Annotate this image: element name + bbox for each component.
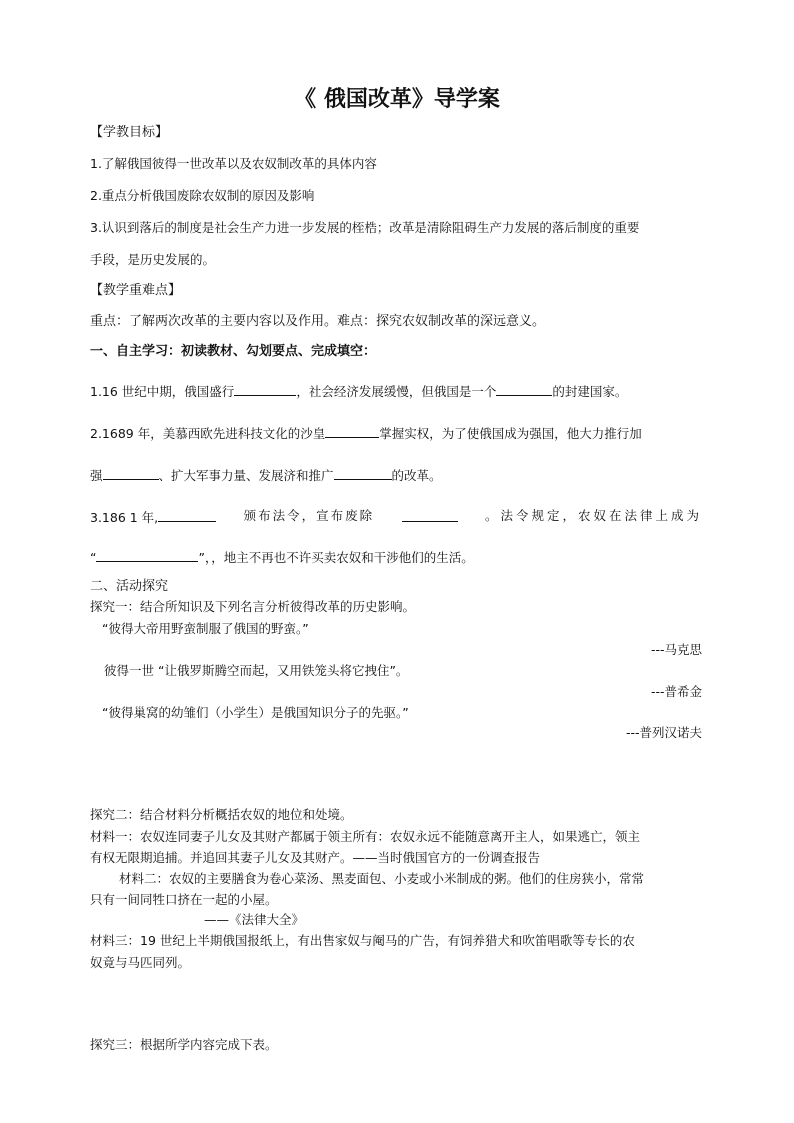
question-2-part-e: 的改革。 [391, 468, 442, 483]
answer-blank[interactable] [96, 547, 198, 562]
focus-heading: 【教学重难点】 [90, 283, 182, 298]
material-3-line-1: 材料三：19 世纪上半期俄国报纸上，有出售家奴与阉马的广告，有饲养猎犬和吹笛唱歌等专长的农 [90, 933, 635, 948]
goal-1: 1.了解俄国彼得一世改革以及农奴制改革的具体内容 [90, 156, 377, 171]
question-1 [90, 381, 710, 401]
inquiry-2: 探究二：结合材料分析概括农奴的地位和处境。 [90, 807, 353, 822]
question-2-line-2 [90, 465, 710, 485]
question-2-part-d: 、扩大军事力量、发展济和推广 [158, 468, 334, 483]
answer-blank[interactable] [496, 381, 552, 396]
goal-3-line-2: 手段，是历史发展的。 [90, 252, 216, 267]
quote-2-author: ---普希金 [650, 684, 702, 699]
question-1-part-a: 1.16 世纪中期，俄国盛行 [90, 384, 235, 399]
goals-heading: 【学教目标】 [90, 125, 169, 140]
question-2-part-a: 2.1689 年，美慕西欧先进科技文化的沙皇 [90, 426, 326, 441]
answer-blank[interactable] [103, 465, 159, 480]
page-title: 《 俄国改革》导学案 [294, 86, 500, 112]
answer-blank[interactable] [402, 507, 458, 522]
material-1-line-2: 有权无限期追捕。并追回其妻子儿女及其财产。——当时俄国官方的一份调查报告 [90, 850, 541, 865]
answer-blank[interactable] [234, 381, 296, 396]
question-2-line-1 [90, 423, 710, 443]
goal-2: 2.重点分析俄国废除农奴制的原因及影响 [90, 188, 315, 203]
focus-text: 重点：了解两次改革的主要内容以及作用。难点：探究农奴制改革的深远意义。 [90, 314, 546, 329]
material-2-source: ——《法律大全》 [204, 912, 305, 927]
question-3-part-e: ”，，地主不再也不许买卖农奴和干涉他们的生活。 [198, 550, 474, 565]
self-study-heading: 一、自主学习：初读教材、勾划要点、完成填空： [90, 344, 377, 359]
goal-3-line-1: 3.认识到落后的制度是社会生产力进一步发展的桎梏；改革是清除阻碍生产力发展的落后制度的重要 [90, 220, 640, 235]
question-3-line-2 [90, 547, 710, 567]
answer-blank[interactable] [334, 465, 392, 480]
question-1-part-c: 的封建国家。 [552, 384, 628, 399]
question-1-part-b: ，社会经济发展缓慢，但俄国是一个 [296, 384, 497, 399]
answer-blank[interactable] [158, 507, 216, 522]
question-3-part-b: 颁布法令，宣布废除 [243, 508, 375, 523]
question-3-part-c: 。法令规定，农奴在法律上成为 [484, 508, 702, 523]
answer-blank[interactable] [325, 423, 379, 438]
question-3-part-a-group [90, 507, 216, 527]
quote-3-author: ---普列汉诺夫 [625, 725, 702, 740]
material-2-line-1: 材料二：农奴的主要膳食为卷心菜汤、黑麦面包、小麦或小米制成的粥。他们的住房狭小，常常 [119, 871, 645, 886]
activity-heading: 二、活动探究 [90, 579, 169, 594]
inquiry-1: 探究一：结合所知识及下列名言分析彼得改革的历史影响。 [90, 599, 416, 614]
material-2-line-2: 只有一间同牲口挤在一起的小屋。 [90, 892, 278, 907]
material-3-line-2: 奴竟与马匹同列。 [90, 955, 191, 970]
material-1-line-1: 材料一：农奴连同妻子儿女及其财产都属于领主所有：农奴永远不能随意离开主人，如果逃亡，领主 [90, 829, 641, 844]
question-2-part-c: 强 [90, 468, 103, 483]
question-2-part-b: 掌握实权，为了使俄国成为强国，他大力推行加 [379, 426, 642, 441]
question-3-line-1 [90, 507, 710, 527]
quote-2: 彼得一世 “让俄罗斯腾空而起，又用铁笼头将它拽住”。 [104, 663, 409, 678]
quote-3: “彼得巢窝的幼雏们（小学生）是俄国知识分子的先驱。” [102, 705, 409, 720]
quote-1: “彼得大帝用野蛮制服了俄国的野蛮。” [102, 621, 309, 636]
question-3-part-a: 3.186 1 年, [90, 510, 159, 525]
inquiry-3: 探究三：根据所学内容完成下表。 [90, 1037, 278, 1052]
question-3-part-d: “ [90, 550, 97, 565]
quote-1-author: ---马克思 [650, 642, 702, 657]
